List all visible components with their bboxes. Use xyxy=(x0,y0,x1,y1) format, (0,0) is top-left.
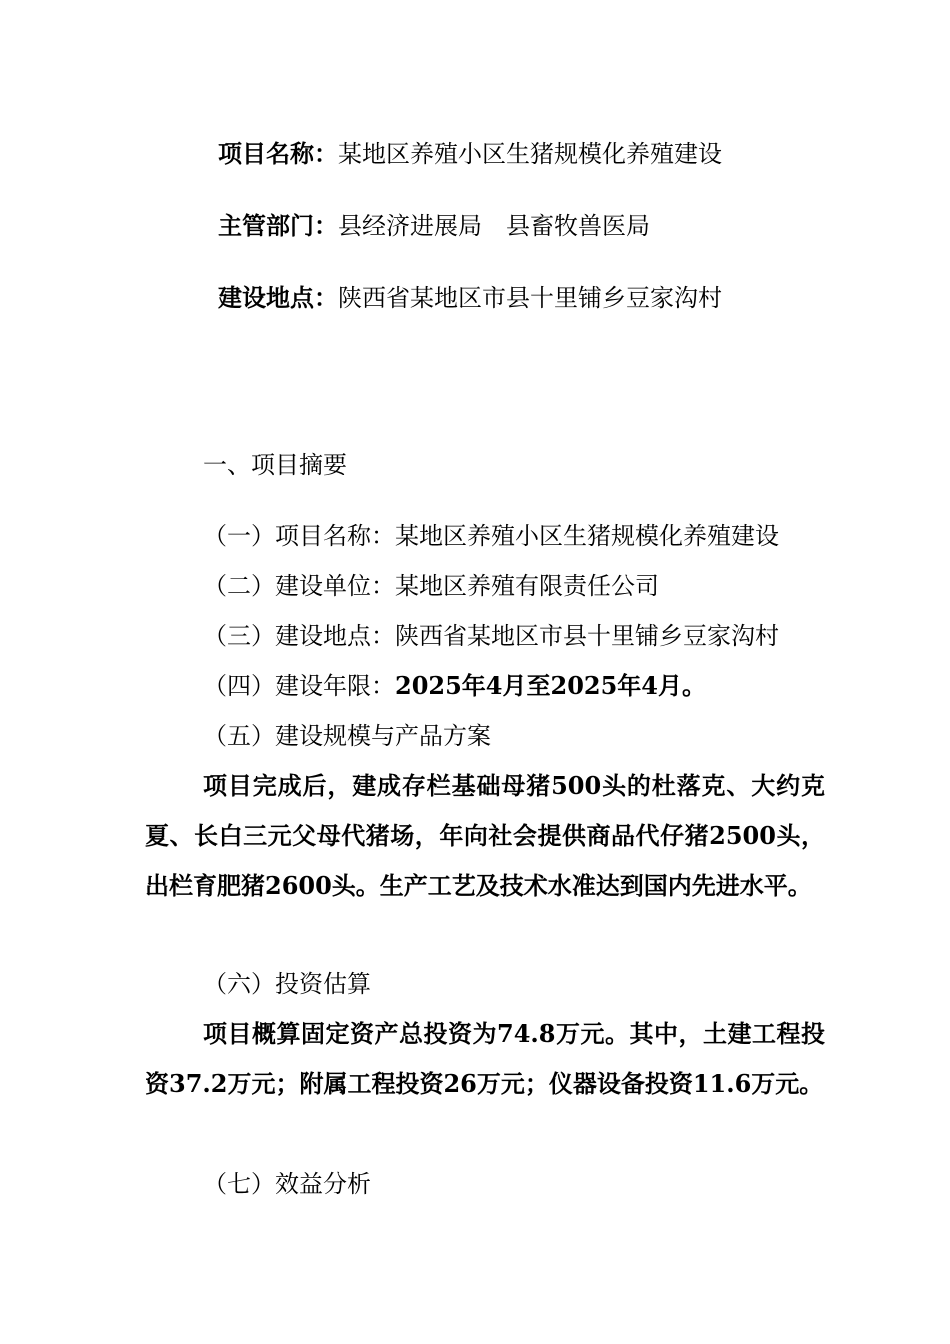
project-name-label: 项目名称： xyxy=(218,139,338,168)
summary-item-builder: （二）建设单位：某地区养殖有限责任公司 xyxy=(203,572,659,600)
summary-item-scale: （五）建设规模与产品方案 xyxy=(203,722,491,750)
investment-paragraph: 项目概算固定资产总投资为74.8万元。其中，土建工程投资37.2万元；附属工程投资26万元；仪器设备投资11.6万元。 xyxy=(145,1019,825,1098)
department-value: 县经济进展局 县畜牧兽医局 xyxy=(338,212,650,240)
summary-item-project-name: （一）项目名称：某地区养殖小区生猪规模化养殖建设 xyxy=(203,522,779,550)
cover-project-name xyxy=(218,138,722,170)
summary-item-location: （三）建设地点：陕西省某地区市县十里铺乡豆家沟村 xyxy=(203,622,779,650)
cover-location xyxy=(218,282,722,314)
period-value: 2025年4月至2025年4月。 xyxy=(395,671,706,700)
summary-item-period xyxy=(203,670,706,702)
summary-item-benefit: （七）效益分析 xyxy=(203,1170,371,1198)
cover-department xyxy=(218,210,650,242)
location-label: 建设地点： xyxy=(218,283,338,312)
section-heading: 一、项目摘要 xyxy=(203,451,347,479)
period-label: （四）建设年限： xyxy=(203,672,395,700)
scale-paragraph: 项目完成后，建成存栏基础母猪500头的杜落克、大约克夏、长白三元父母代猪场，年向社会提供商品代仔猪2500头，出栏育肥猪2600头。生产工艺及技术水准达到国内先进水平。 xyxy=(145,771,825,900)
department-label: 主管部门： xyxy=(218,211,338,240)
project-name-value: 某地区养殖小区生猪规模化养殖建设 xyxy=(338,140,722,168)
summary-item-investment: （六）投资估算 xyxy=(203,970,371,998)
location-value: 陕西省某地区市县十里铺乡豆家沟村 xyxy=(338,284,722,312)
